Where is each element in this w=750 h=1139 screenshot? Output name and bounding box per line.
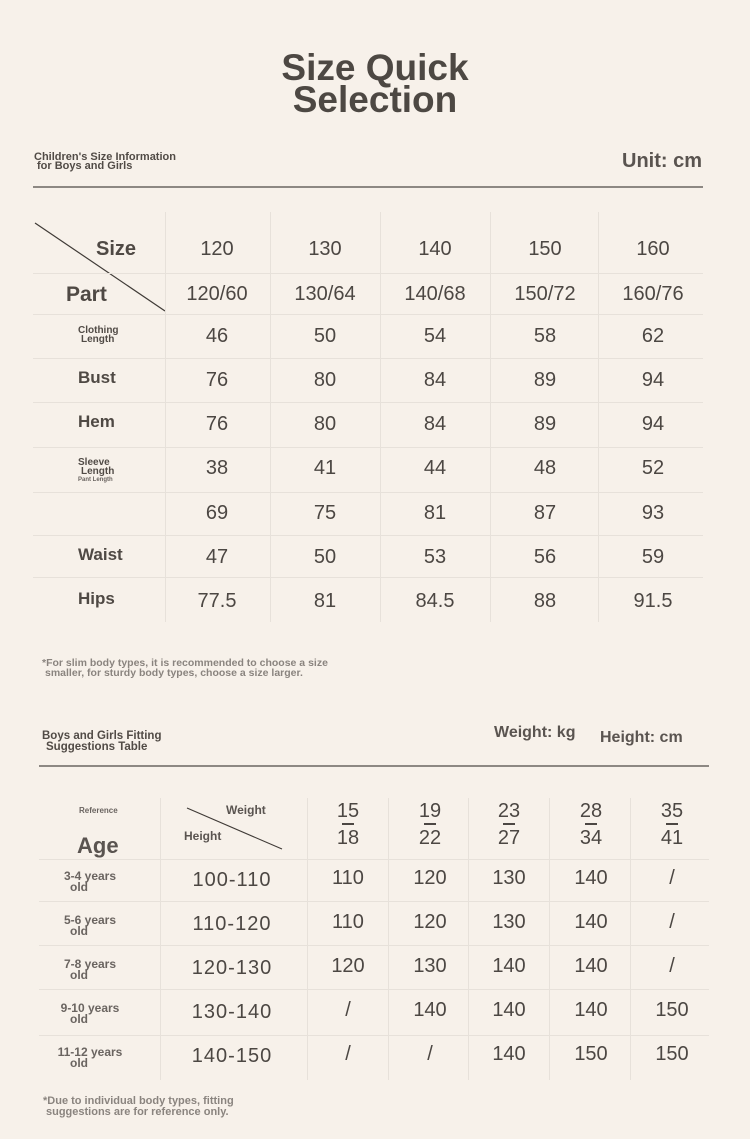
- table-cell: 69: [205, 502, 229, 524]
- table-cell: 84.5: [415, 590, 455, 612]
- table-cell: 110: [332, 867, 364, 889]
- table1-row-line: [33, 273, 703, 274]
- table-cell: 140: [492, 955, 526, 977]
- table-cell: 150: [655, 1043, 689, 1065]
- row-label-line-2: Length: [81, 334, 115, 345]
- weight-range-bottom: 22: [418, 827, 442, 849]
- table-cell: 77.5: [197, 590, 237, 612]
- table-cell: 38: [205, 457, 229, 479]
- table-cell: 59: [641, 546, 665, 568]
- age-label-cell: [44, 959, 154, 981]
- age-line-2: old: [70, 968, 88, 982]
- section2-heading-line-1: Boys and Girls Fitting: [42, 730, 162, 742]
- size-note-line-1: *For slim body types, it is recommended to choose a size: [42, 657, 328, 669]
- table-cell: 130: [413, 955, 447, 977]
- size-header: 130: [308, 238, 342, 260]
- table-cell: 81: [313, 590, 337, 612]
- table-cell: 94: [641, 413, 665, 435]
- fraction-bar: [342, 823, 354, 825]
- table-cell: 62: [641, 325, 665, 347]
- table-cell: 88: [533, 590, 557, 612]
- height-range: 110-120: [192, 913, 272, 935]
- height-range: 100-110: [192, 869, 272, 891]
- weight-range-bottom: 18: [336, 827, 360, 849]
- title-line-2: Selection: [292, 79, 458, 120]
- age-line-2: old: [70, 880, 88, 894]
- age-line-2: old: [70, 1056, 88, 1070]
- size-header: 160: [636, 238, 670, 260]
- table-cell: 48: [533, 457, 557, 479]
- age-label-cell: [44, 871, 154, 893]
- table-cell: 76: [205, 369, 229, 391]
- unit-label: Unit: cm: [622, 150, 702, 172]
- table-cell: 130: [492, 911, 526, 933]
- size-code-header: 140/68: [404, 283, 466, 305]
- table-cell: /: [345, 999, 351, 1021]
- weight-unit-label: Weight: kg: [494, 724, 576, 741]
- weight-range-header: [632, 800, 712, 849]
- table-cell: 58: [533, 325, 557, 347]
- table2-row-line: [39, 945, 709, 946]
- fraction-bar: [585, 823, 597, 825]
- weight-range-header: [308, 800, 388, 849]
- table-cell: 54: [423, 325, 447, 347]
- table-cell: 46: [205, 325, 229, 347]
- section2-heading-line-2: Suggestions Table: [46, 741, 148, 753]
- weight-range-top: 28: [579, 800, 603, 822]
- row-label-line-1: Clothing: [78, 325, 119, 336]
- table-cell: 44: [423, 457, 447, 479]
- weight-range-bottom: 41: [660, 827, 684, 849]
- table-cell: 50: [313, 546, 337, 568]
- table2-col-line: [160, 798, 161, 1080]
- weight-range-header: [551, 800, 631, 849]
- table-cell: 50: [313, 325, 337, 347]
- table-cell: 130: [492, 867, 526, 889]
- table2-row-line: [39, 989, 709, 990]
- table-cell: 76: [205, 413, 229, 435]
- size-note: [42, 658, 328, 678]
- size-header: 150: [528, 238, 562, 260]
- row-label: Bust: [78, 368, 116, 387]
- table2-row-line: [39, 1035, 709, 1036]
- table-cell: 140: [492, 999, 526, 1021]
- table-cell: 89: [533, 369, 557, 391]
- age-line-1: 5-6 years: [63, 913, 117, 927]
- table-cell: 140: [574, 911, 608, 933]
- size-header: 140: [418, 238, 452, 260]
- section2-divider: [39, 765, 709, 767]
- fraction-bar: [666, 823, 678, 825]
- table-cell: 110: [332, 911, 364, 933]
- table-cell: 81: [423, 502, 447, 524]
- table-cell: 140: [574, 867, 608, 889]
- table-cell: /: [669, 911, 675, 933]
- size-code-header: 130/64: [294, 283, 356, 305]
- table-cell: 150: [655, 999, 689, 1021]
- table1-row-line: [33, 492, 703, 493]
- table2-row-line: [39, 859, 709, 860]
- table1-row-line: [33, 535, 703, 536]
- weight-range-top: 15: [336, 800, 360, 822]
- table-cell: 94: [641, 369, 665, 391]
- section1-heading-line-2: for Boys and Girls: [37, 160, 133, 172]
- fitting-note: [43, 1096, 234, 1118]
- table-cell: 80: [313, 413, 337, 435]
- table-cell: 80: [313, 369, 337, 391]
- table-cell: 89: [533, 413, 557, 435]
- weight-range-header: [390, 800, 470, 849]
- table-cell: 140: [574, 955, 608, 977]
- table-cell: 75: [313, 502, 337, 524]
- table-cell: 93: [641, 502, 665, 524]
- weight-range-header: [469, 800, 549, 849]
- age-line-1: 7-8 years: [63, 957, 117, 971]
- height-range: 140-150: [191, 1045, 273, 1067]
- height-unit-label: Height: cm: [600, 729, 683, 746]
- table-cell: 41: [313, 457, 337, 479]
- fitting-note-line-1: *Due to individual body types, fitting: [43, 1095, 234, 1107]
- height-range: 130-140: [191, 1001, 273, 1023]
- section2-heading: [42, 731, 161, 753]
- table-cell: 120: [331, 955, 365, 977]
- table2-col-line: [388, 798, 389, 1080]
- fraction-bar: [503, 823, 515, 825]
- table-cell: 84: [423, 413, 447, 435]
- page-title: [0, 47, 750, 120]
- table-cell: 52: [641, 457, 665, 479]
- corner-weight-label: Weight: [226, 803, 266, 817]
- weight-range-bottom: 27: [497, 827, 521, 849]
- age-line-1: 3-4 years: [63, 869, 117, 883]
- age-label-cell: [44, 1047, 154, 1069]
- row-label: Pant Length: [78, 477, 113, 483]
- age-line-2: old: [70, 1012, 88, 1026]
- table-cell: 47: [205, 546, 229, 568]
- weight-range-top: 19: [418, 800, 442, 822]
- corner-size-label: Size: [96, 238, 137, 260]
- table1-row-line: [33, 447, 703, 448]
- section1-heading-line-1: Children's Size Information: [34, 151, 176, 163]
- table-cell: 91.5: [633, 590, 673, 612]
- row-label: Waist: [78, 545, 123, 564]
- table-cell: /: [427, 1043, 433, 1065]
- table2-row-line: [39, 901, 709, 902]
- section1-divider: [33, 186, 703, 188]
- age-line-2: old: [70, 924, 88, 938]
- table-cell: 56: [533, 546, 557, 568]
- size-header: 120: [200, 238, 234, 260]
- weight-range-bottom: 34: [579, 827, 603, 849]
- fitting-note-line-2: suggestions are for reference only.: [46, 1106, 229, 1118]
- row-label: [78, 326, 119, 344]
- table-cell: 120: [413, 911, 447, 933]
- age-line-1: 9-10 years: [60, 1001, 120, 1015]
- table1-row-line: [33, 577, 703, 578]
- size-code-header: 160/76: [622, 283, 684, 305]
- age-line-1: 11-12 years: [57, 1045, 123, 1059]
- table-cell: /: [669, 867, 675, 889]
- title-line-1: Size Quick: [281, 47, 469, 88]
- table-cell: 140: [574, 999, 608, 1021]
- age-label-cell: [44, 1003, 154, 1025]
- section1-heading: [34, 153, 176, 171]
- row-label-line-1: Sleeve: [78, 457, 110, 468]
- size-note-line-2: smaller, for sturdy body types, choose a size larger.: [45, 667, 303, 679]
- table2-col-line: [549, 798, 550, 1080]
- fraction-bar: [424, 823, 436, 825]
- age-label-cell: [44, 915, 154, 937]
- row-label: Hips: [78, 589, 115, 608]
- table-cell: 84: [423, 369, 447, 391]
- table-cell: 87: [533, 502, 557, 524]
- age-label: Age: [77, 833, 119, 858]
- height-range: 120-130: [191, 957, 273, 979]
- row-label: [78, 458, 114, 476]
- corner-height-label: Height: [184, 829, 222, 843]
- size-code-header: 120/60: [186, 283, 248, 305]
- table-cell: 53: [423, 546, 447, 568]
- table-cell: 140: [492, 1043, 526, 1065]
- table1-row-line: [33, 358, 703, 359]
- table1-row-line: [33, 402, 703, 403]
- table-cell: /: [669, 955, 675, 977]
- corner-part-label: Part: [66, 283, 107, 306]
- weight-range-top: 23: [497, 800, 521, 822]
- row-label: Hem: [78, 412, 115, 431]
- table-cell: /: [345, 1043, 351, 1065]
- table-cell: 140: [413, 999, 447, 1021]
- table-cell: 150: [574, 1043, 608, 1065]
- table-cell: 120: [413, 867, 447, 889]
- row-label-line-2: Length: [81, 466, 115, 477]
- weight-range-top: 35: [660, 800, 684, 822]
- reference-label: Reference: [79, 806, 118, 815]
- size-code-header: 150/72: [514, 283, 576, 305]
- table1-row-line: [33, 314, 703, 315]
